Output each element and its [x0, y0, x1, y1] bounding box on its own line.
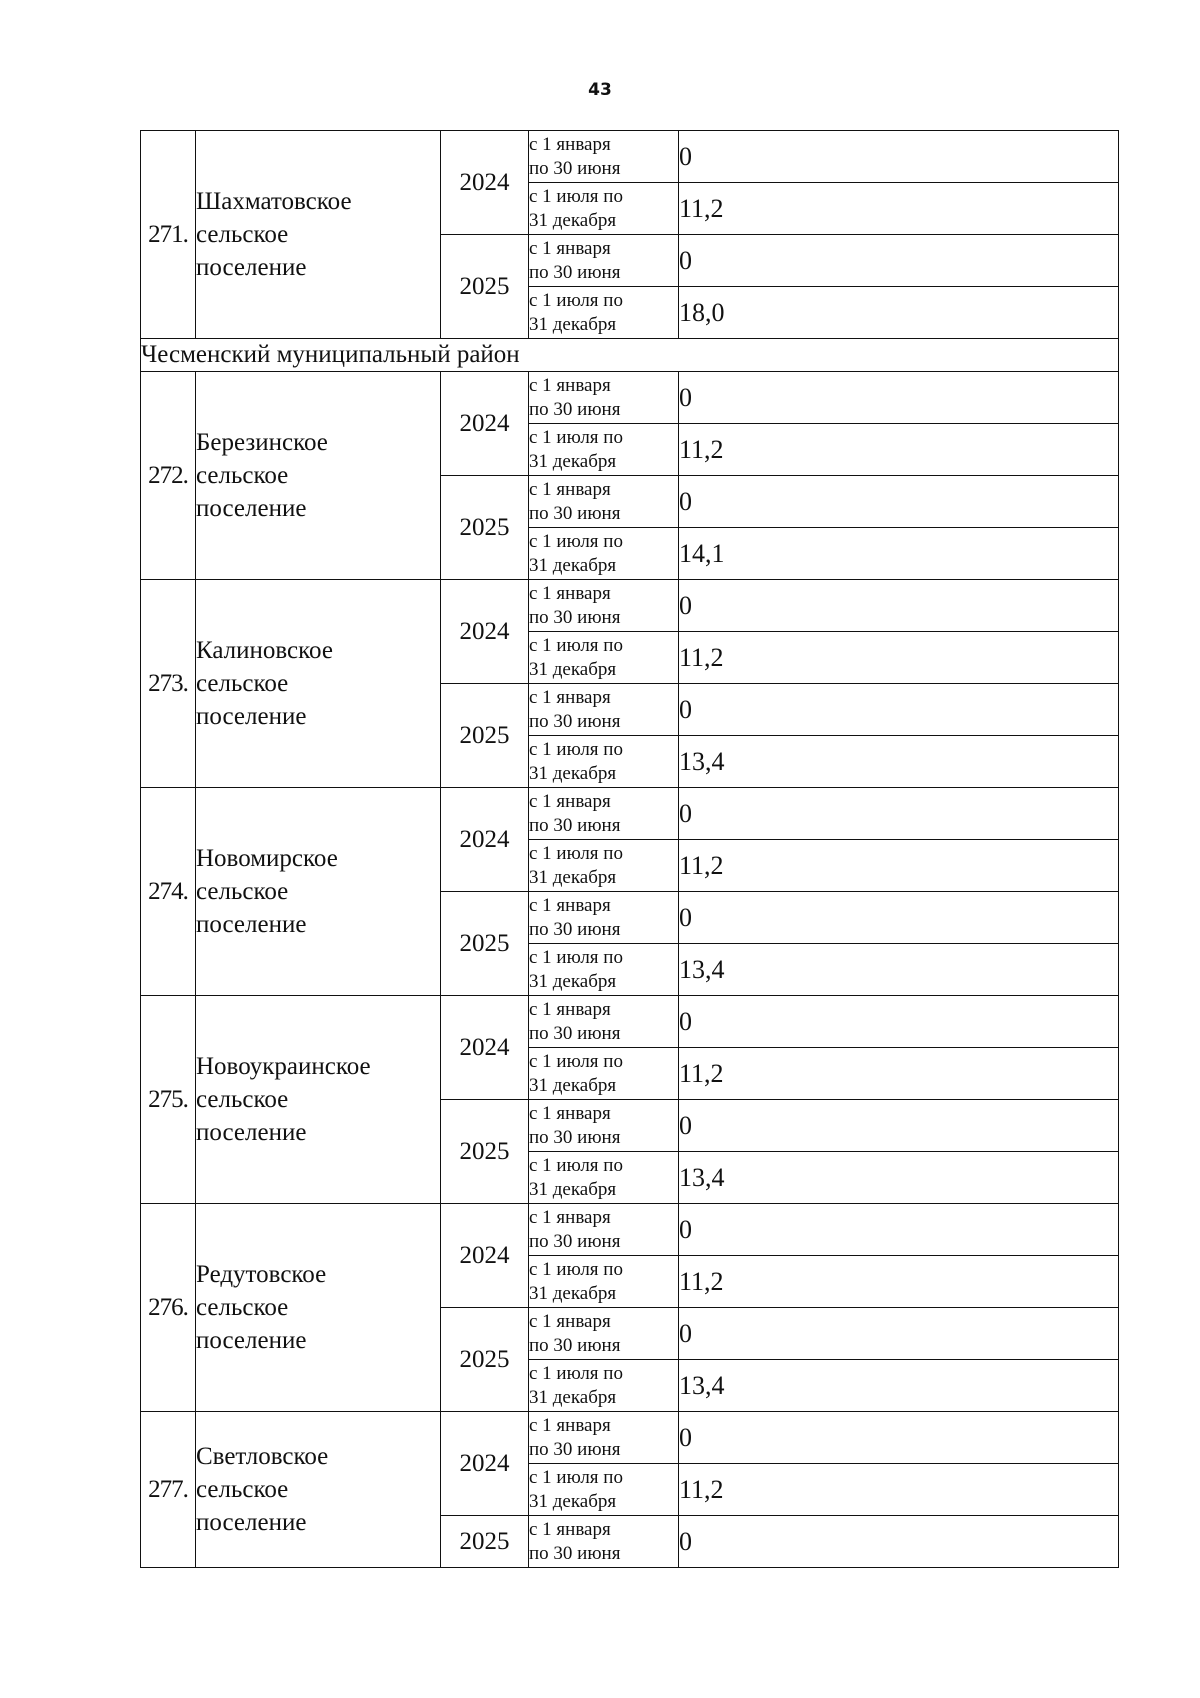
period-line: с 1 июля по: [529, 842, 623, 864]
settlement-name-line: Редутовское: [196, 1261, 327, 1288]
period-line: с 1 января: [529, 374, 611, 396]
period-line: 31 декабря: [529, 1178, 617, 1200]
settlement-name: [196, 1204, 441, 1412]
period-cell: [529, 1100, 679, 1152]
period-cell: [529, 788, 679, 840]
value-cell: 0: [679, 235, 1119, 287]
settlement-name-line: сельское: [196, 670, 289, 697]
period-line: 31 декабря: [529, 1074, 617, 1096]
period-line: с 1 января: [529, 1102, 611, 1124]
period-line: по 30 июня: [529, 918, 621, 940]
period-cell: [529, 840, 679, 892]
settlement-name-line: поселение: [196, 495, 307, 522]
period-cell: [529, 1308, 679, 1360]
settlement-name-line: Березинское: [196, 429, 328, 456]
year-cell: 2025: [441, 1308, 529, 1412]
settlement-name-line: поселение: [196, 1327, 307, 1354]
settlement-name: [196, 1412, 441, 1568]
value-cell: 0: [679, 580, 1119, 632]
settlement-name-line: поселение: [196, 1509, 307, 1536]
period-line: по 30 июня: [529, 814, 621, 836]
period-line: с 1 января: [529, 237, 611, 259]
period-line: по 30 июня: [529, 1542, 621, 1564]
period-line: с 1 января: [529, 790, 611, 812]
period-line: по 30 июня: [529, 1438, 621, 1460]
period-line: 31 декабря: [529, 1386, 617, 1408]
value-cell: 13,4: [679, 736, 1119, 788]
value-cell: 11,2: [679, 840, 1119, 892]
period-cell: [529, 892, 679, 944]
period-line: с 1 июля по: [529, 634, 623, 656]
period-cell: [529, 944, 679, 996]
settlement-name-line: поселение: [196, 911, 307, 938]
table-row: [141, 1204, 1119, 1256]
settlement-name: [196, 996, 441, 1204]
table-body: [141, 131, 1119, 1568]
year-cell: 2024: [441, 131, 529, 235]
period-line: по 30 июня: [529, 1126, 621, 1148]
period-cell: [529, 580, 679, 632]
region-heading-row: [141, 339, 1119, 372]
period-line: с 1 января: [529, 1206, 611, 1228]
settlement-name: [196, 788, 441, 996]
value-cell: 0: [679, 1308, 1119, 1360]
value-cell: 18,0: [679, 287, 1119, 339]
settlement-name-line: сельское: [196, 1294, 289, 1321]
period-line: по 30 июня: [529, 1334, 621, 1356]
settlement-name-line: сельское: [196, 1086, 289, 1113]
period-cell: [529, 1464, 679, 1516]
year-cell: 2024: [441, 1412, 529, 1516]
period-line: с 1 июля по: [529, 289, 623, 311]
period-line: 31 декабря: [529, 209, 617, 231]
value-cell: 0: [679, 1204, 1119, 1256]
value-cell: 0: [679, 892, 1119, 944]
year-cell: 2025: [441, 476, 529, 580]
period-line: с 1 июля по: [529, 946, 623, 968]
period-cell: [529, 736, 679, 788]
period-line: с 1 января: [529, 1414, 611, 1436]
period-cell: [529, 632, 679, 684]
year-cell: 2024: [441, 996, 529, 1100]
period-line: с 1 января: [529, 478, 611, 500]
period-cell: [529, 1412, 679, 1464]
period-line: с 1 июля по: [529, 1154, 623, 1176]
table-row: [141, 372, 1119, 424]
period-line: с 1 июля по: [529, 426, 623, 448]
settlement-number: 275.: [141, 996, 196, 1204]
period-line: с 1 января: [529, 686, 611, 708]
period-line: по 30 июня: [529, 1022, 621, 1044]
value-cell: 11,2: [679, 1464, 1119, 1516]
year-cell: 2025: [441, 892, 529, 996]
period-line: с 1 июля по: [529, 185, 623, 207]
settlement-name-line: поселение: [196, 703, 307, 730]
period-line: по 30 июня: [529, 398, 621, 420]
value-cell: 11,2: [679, 632, 1119, 684]
value-cell: 13,4: [679, 944, 1119, 996]
period-line: с 1 января: [529, 998, 611, 1020]
value-cell: 11,2: [679, 1048, 1119, 1100]
settlement-name-line: Новомирское: [196, 845, 338, 872]
table-row: [141, 996, 1119, 1048]
settlement-number: 273.: [141, 580, 196, 788]
period-line: по 30 июня: [529, 261, 621, 283]
period-cell: [529, 1048, 679, 1100]
period-cell: [529, 1204, 679, 1256]
period-line: с 1 января: [529, 1518, 611, 1540]
settlement-name: [196, 580, 441, 788]
period-cell: [529, 1152, 679, 1204]
value-cell: 0: [679, 372, 1119, 424]
period-cell: [529, 235, 679, 287]
period-line: с 1 июля по: [529, 1258, 623, 1280]
period-cell: [529, 131, 679, 183]
settlement-number: 274.: [141, 788, 196, 996]
period-line: 31 декабря: [529, 970, 617, 992]
settlement-name: [196, 372, 441, 580]
period-cell: [529, 1256, 679, 1308]
year-cell: 2025: [441, 1516, 529, 1568]
period-cell: [529, 1360, 679, 1412]
period-cell: [529, 1516, 679, 1568]
settlement-name-line: сельское: [196, 462, 289, 489]
period-line: с 1 июля по: [529, 738, 623, 760]
value-cell: 0: [679, 996, 1119, 1048]
settlement-number: 277.: [141, 1412, 196, 1568]
settlement-name-line: поселение: [196, 254, 307, 281]
year-cell: 2024: [441, 1204, 529, 1308]
page-number: 43: [588, 80, 612, 100]
value-cell: 0: [679, 131, 1119, 183]
period-cell: [529, 287, 679, 339]
settlement-number: 271.: [141, 131, 196, 339]
settlements-table: [140, 130, 1119, 1568]
settlement-name-line: сельское: [196, 1476, 289, 1503]
period-cell: [529, 996, 679, 1048]
settlement-name: [196, 131, 441, 339]
table-row: [141, 131, 1119, 183]
value-cell: 0: [679, 1516, 1119, 1568]
period-line: 31 декабря: [529, 1490, 617, 1512]
period-line: 31 декабря: [529, 313, 617, 335]
value-cell: 11,2: [679, 424, 1119, 476]
table-row: [141, 788, 1119, 840]
settlement-name-line: Новоукраинское: [196, 1053, 371, 1080]
period-cell: [529, 183, 679, 235]
period-cell: [529, 476, 679, 528]
value-cell: 13,4: [679, 1152, 1119, 1204]
period-line: 31 декабря: [529, 658, 617, 680]
value-cell: 13,4: [679, 1360, 1119, 1412]
table-row: [141, 580, 1119, 632]
value-cell: 11,2: [679, 1256, 1119, 1308]
year-cell: 2025: [441, 235, 529, 339]
period-line: по 30 июня: [529, 606, 621, 628]
settlement-name-line: сельское: [196, 221, 289, 248]
value-cell: 0: [679, 684, 1119, 736]
settlement-name-line: поселение: [196, 1119, 307, 1146]
settlement-name-line: Калиновское: [196, 637, 333, 664]
year-cell: 2025: [441, 1100, 529, 1204]
period-line: 31 декабря: [529, 554, 617, 576]
period-line: с 1 июля по: [529, 530, 623, 552]
table-row: [141, 1412, 1119, 1464]
period-line: с 1 января: [529, 1310, 611, 1332]
value-cell: 14,1: [679, 528, 1119, 580]
region-heading: Чесменский муниципальный район: [141, 339, 1119, 372]
period-cell: [529, 684, 679, 736]
period-line: по 30 июня: [529, 502, 621, 524]
period-line: 31 декабря: [529, 450, 617, 472]
period-line: с 1 января: [529, 582, 611, 604]
period-line: по 30 июня: [529, 157, 621, 179]
period-line: с 1 июля по: [529, 1466, 623, 1488]
period-cell: [529, 424, 679, 476]
period-line: 31 декабря: [529, 866, 617, 888]
settlement-name-line: сельское: [196, 878, 289, 905]
year-cell: 2024: [441, 580, 529, 684]
value-cell: 11,2: [679, 183, 1119, 235]
value-cell: 0: [679, 788, 1119, 840]
year-cell: 2025: [441, 684, 529, 788]
value-cell: 0: [679, 1412, 1119, 1464]
value-cell: 0: [679, 1100, 1119, 1152]
period-line: с 1 июля по: [529, 1362, 623, 1384]
value-cell: 0: [679, 476, 1119, 528]
period-line: с 1 января: [529, 133, 611, 155]
period-line: 31 декабря: [529, 762, 617, 784]
settlement-name-line: Шахматовское: [196, 188, 352, 215]
period-line: по 30 июня: [529, 1230, 621, 1252]
period-line: по 30 июня: [529, 710, 621, 732]
period-line: с 1 января: [529, 894, 611, 916]
year-cell: 2024: [441, 788, 529, 892]
settlement-name-line: Светловское: [196, 1443, 329, 1470]
settlement-number: 272.: [141, 372, 196, 580]
settlement-number: 276.: [141, 1204, 196, 1412]
year-cell: 2024: [441, 372, 529, 476]
period-line: с 1 июля по: [529, 1050, 623, 1072]
period-cell: [529, 528, 679, 580]
period-cell: [529, 372, 679, 424]
period-line: 31 декабря: [529, 1282, 617, 1304]
